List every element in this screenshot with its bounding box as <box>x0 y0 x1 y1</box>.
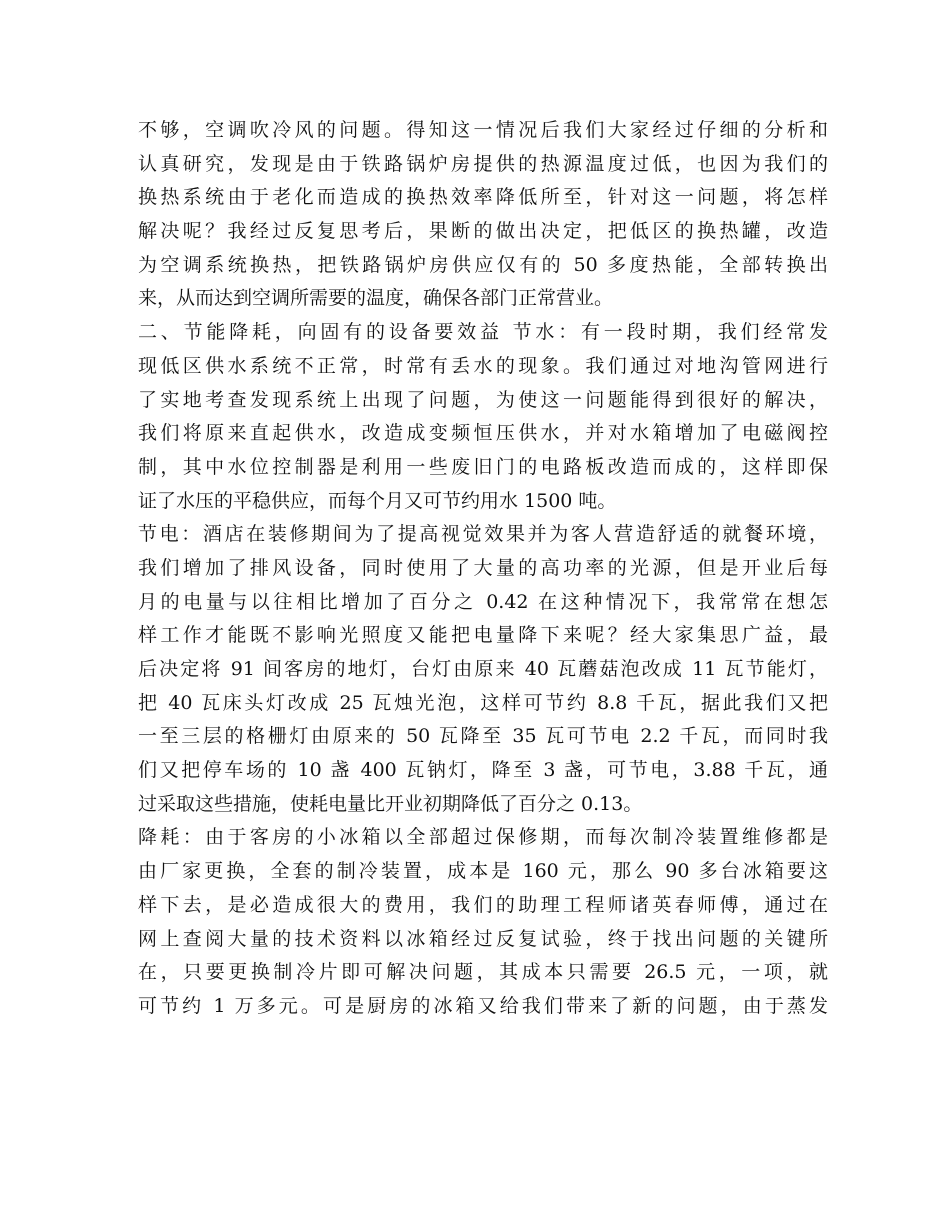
text-line: 来，从而达到空调所需要的温度，确保各部门正常营业。 <box>138 287 614 310</box>
text-line: 们又把停车场的 10 盏 400 瓦钠灯，降至 3 盏，可节电，3.88 千瓦，通 <box>138 759 828 782</box>
text-line: 不够，空调吹冷风的问题。得知这一情况后我们大家经过仔细的分析和 <box>138 119 828 141</box>
text-line: 网上查阅大量的技术资料以冰箱经过反复试验，终于找出问题的关键所 <box>138 927 828 950</box>
text-line: 可节约 1 万多元。可是厨房的冰箱又给我们带来了新的问题，由于蒸发 <box>138 994 828 1017</box>
text-line: 节电：酒店在装修期间为了提高视觉效果并为客人营造舒适的就餐环境， <box>138 523 828 546</box>
text-line: 制，其中水位控制器是利用一些废旧门的电路板改造而成的，这样即保 <box>138 455 828 478</box>
text-line: 过采取这些措施，使耗电量比开业初期降低了百分之 0.13。 <box>138 792 643 815</box>
text-line: 由厂家更换，全套的制冷装置，成本是 160 元，那么 90 多台冰箱要这 <box>138 860 828 883</box>
text-line: 样下去，是必造成很大的费用，我们的助理工程师诸英春师傅，通过在 <box>138 893 828 916</box>
text-line: 换热系统由于老化而造成的换热效率降低所至，针对这一问题，将怎样 <box>138 186 828 209</box>
text-line: 后决定将 91 间客房的地灯，台灯由原来 40 瓦蘑菇泡改成 11 瓦节能灯， <box>138 658 828 680</box>
text-line: 降耗：由于客房的小冰箱以全部超过保修期，而每次制冷装置维修都是 <box>138 826 828 849</box>
text-line: 一至三层的格栅灯由原来的 50 瓦降至 35 瓦可节电 2.2 千瓦，而同时我 <box>138 725 828 748</box>
text-line: 解决呢？我经过反复思考后，果断的做出决定，把低区的换热罐，改造 <box>138 220 828 243</box>
text-line: 二、节能降耗，向固有的设备要效益 节水：有一段时期，我们经常发 <box>138 321 828 344</box>
text-line: 证了水压的平稳供应，而每个月又可节约用水 1500 吨。 <box>138 489 617 512</box>
text-line: 样工作才能既不影响光照度又能把电量降下来呢？经大家集思广益，最 <box>138 624 828 647</box>
text-line: 现低区供水系统不正常，时常有丢水的现象。我们通过对地沟管网进行 <box>138 354 828 377</box>
text-line: 我们增加了排风设备，同时使用了大量的高功率的光源，但是开业后每 <box>138 556 828 579</box>
text-line: 为空调系统换热，把铁路锅炉房供应仅有的 50 多度热能，全部转换出 <box>138 253 828 276</box>
text-line: 把 40 瓦床头灯改成 25 瓦烛光泡，这样可节约 8.8 千瓦，据此我们又把 <box>138 691 828 714</box>
text-line: 月的电量与以往相比增加了百分之 0.42 在这种情况下，我常常在想怎 <box>138 590 828 613</box>
document-body <box>138 114 828 1024</box>
text-line: 在，只要更换制冷片即可解决问题，其成本只需要 26.5 元，一项，就 <box>138 961 828 984</box>
text-line: 认真研究，发现是由于铁路锅炉房提供的热源温度过低，也因为我们的 <box>138 152 828 175</box>
text-line: 了实地考查发现系统上出现了问题，为使这一问题能得到很好的解决， <box>138 388 828 411</box>
text-line: 我们将原来直起供水，改造成变频恒压供水，并对水箱增加了电磁阀控 <box>138 422 828 445</box>
